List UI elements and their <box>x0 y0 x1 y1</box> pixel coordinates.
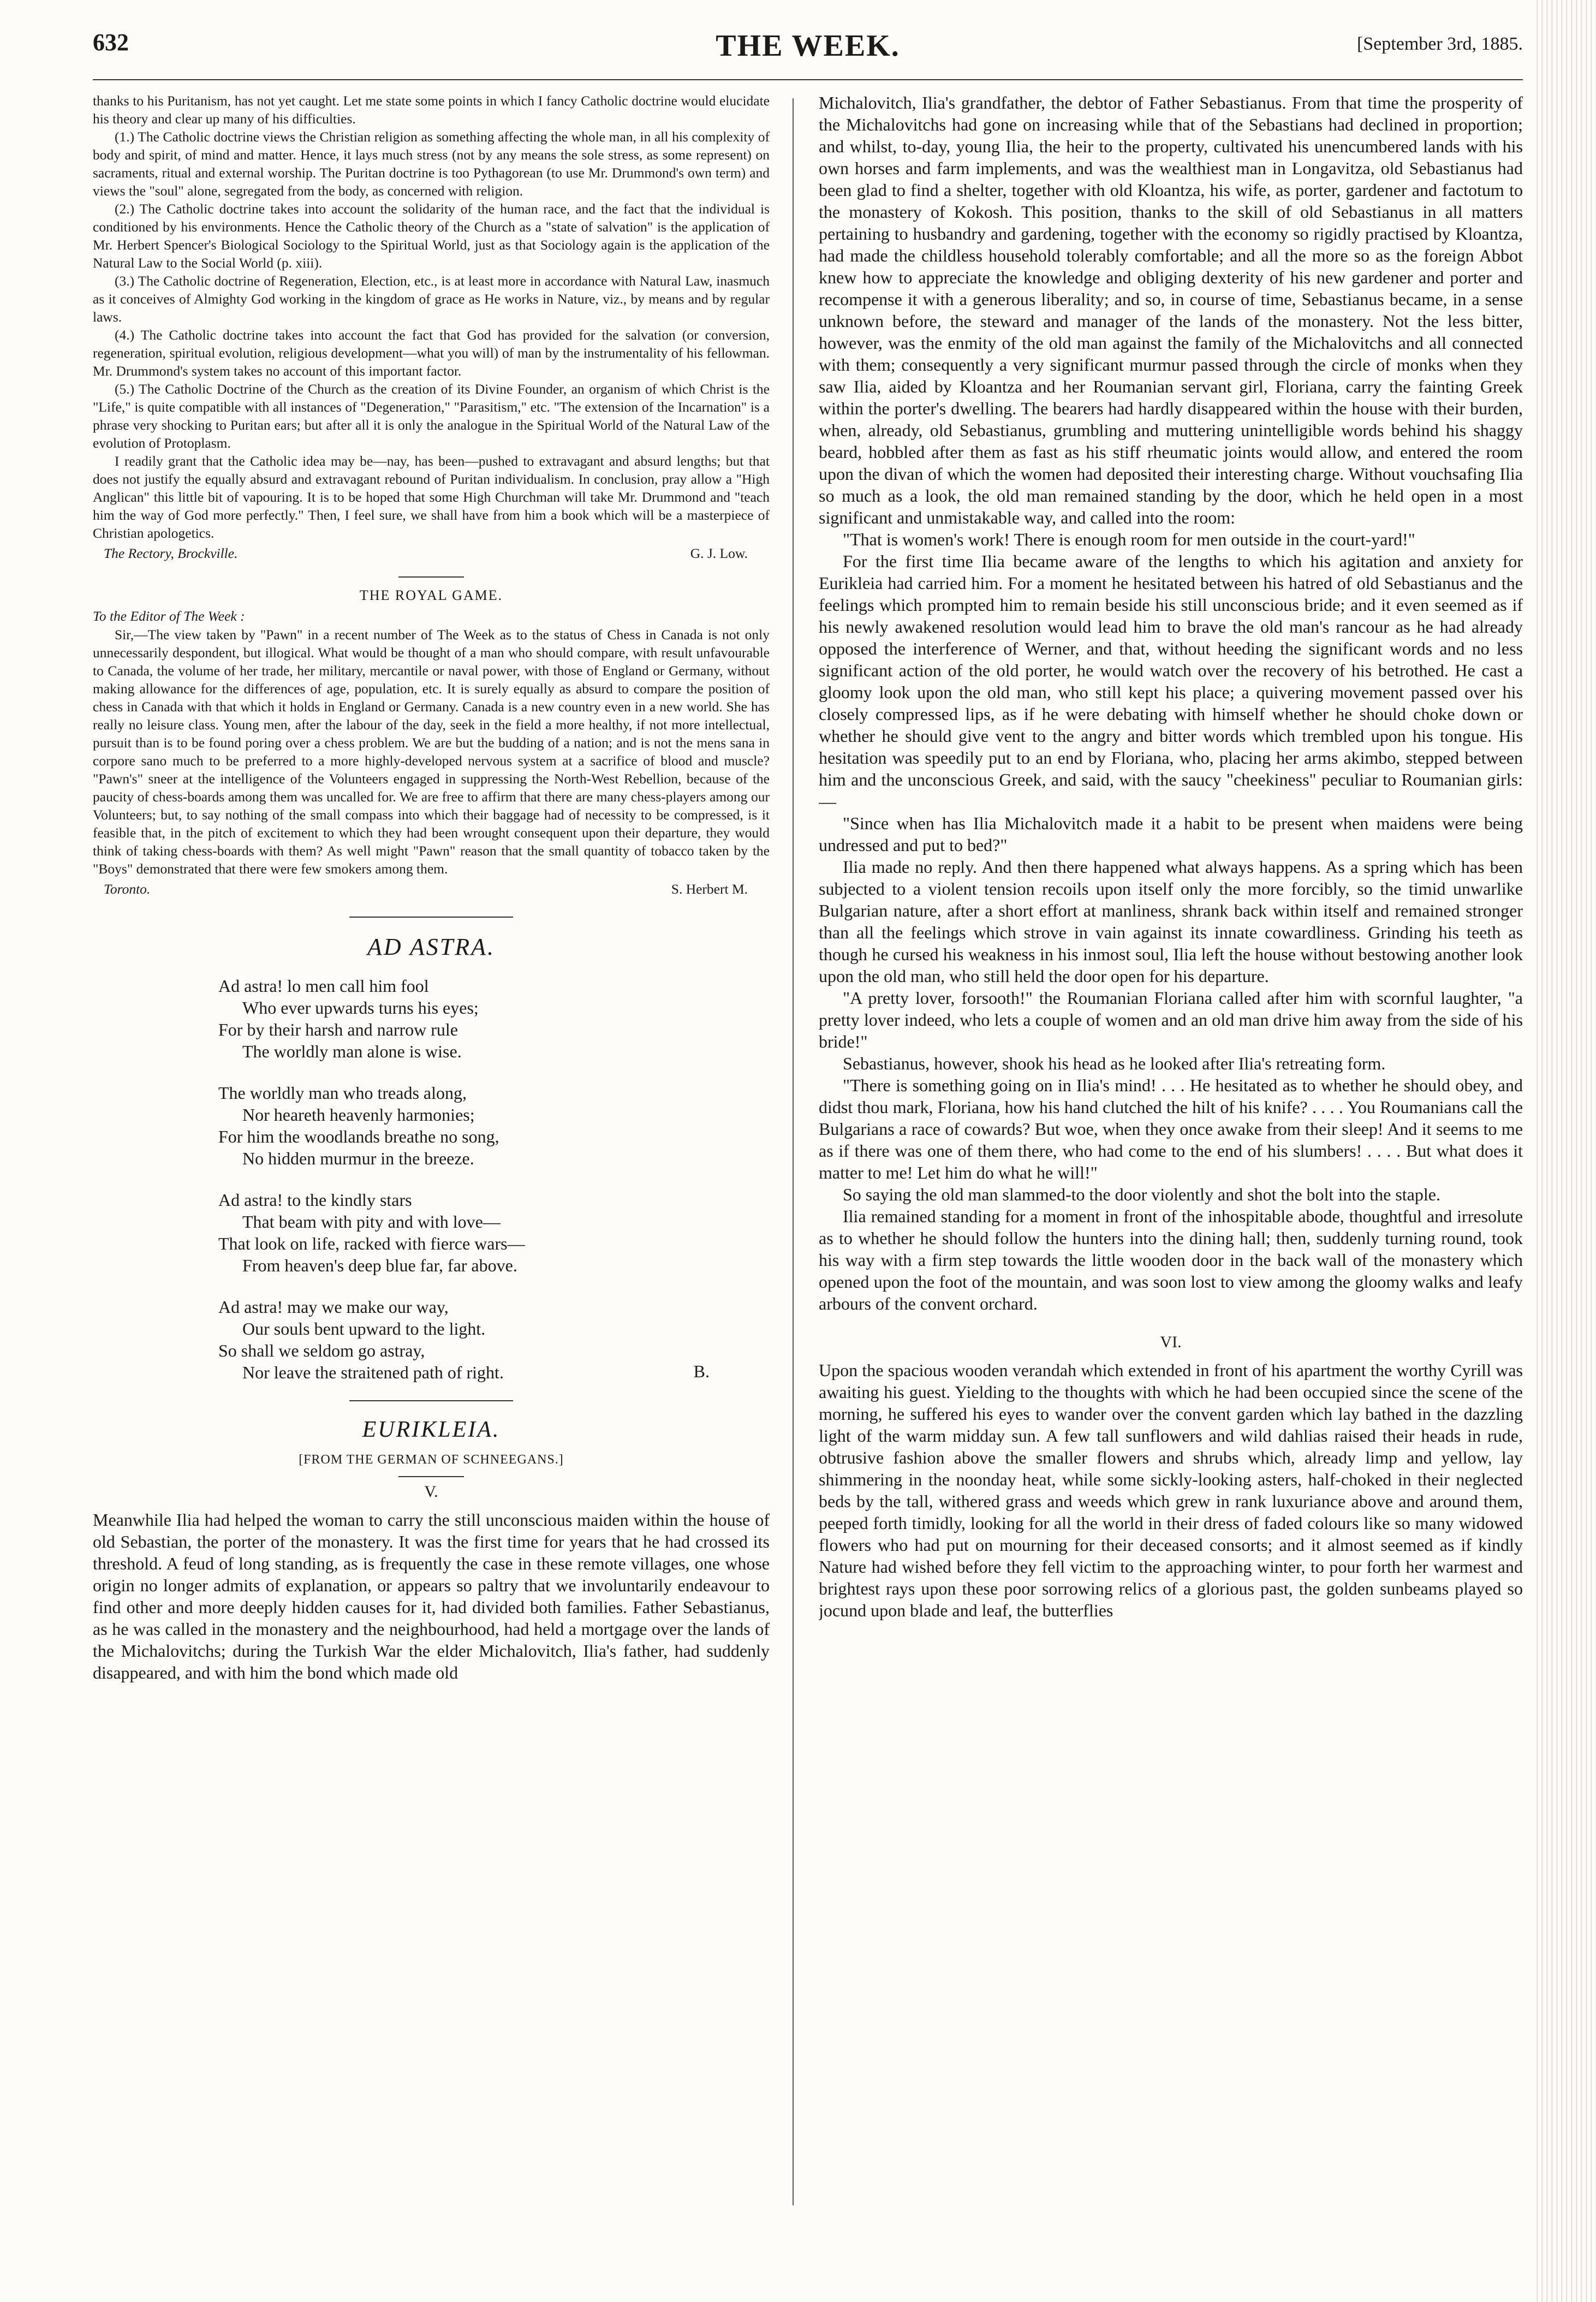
poem-line: For him the woodlands breathe no song, <box>218 1127 499 1146</box>
section-heading: THE ROYAL GAME. <box>359 587 503 603</box>
paragraph: "A pretty lover, forsooth!" the Roumanian Floriana called after him with scornful laughter, "a pretty lover indeed, who lets a couple of women and an old man drive him away from the side of his bride!" <box>819 988 1523 1051</box>
paragraph: (4.) The Catholic doctrine takes into account the fact that God has provided for the salvation (or conversion, regeneration, spiritual evolution, religious development—what you will) of man by the instrumentality of his fellowman. Mr. Drummond's system takes no account of this important factor. <box>93 327 770 379</box>
story-source: [FROM THE GERMAN OF SCHNEEGANS.] <box>299 1453 564 1467</box>
poem-line: Who ever upwards turns his eyes; <box>242 998 479 1018</box>
paragraph: Sir,—The view taken by "Pawn" in a recent number of The Week as to the status of Chess in Canada is not only unnecessarily despondent, but illogical. What would be thought of a man who should compare, with result unfavourable to Canada, the volume of her trade, her military, mercantile or naval power, with those of England or Germany, without making allowance for the differences of age, population, etc. It is surely equally as absurd to compare the position of chess in Canada with that which it holds in England or Germany. Canada is a new country even in a new world. She has really no leisure class. Young men, after the labour of the day, seek in the field a more healthy, if not more intellectual, pursuit than is to be found poring over a chess problem. We are but the budding of a nation; and is not the mens sana in corpore sano much to be preferred to a more highly-developed nervous system at a sacrifice of blood and muscle? "Pawn's" sneer at the intelligence of the Volunteers engaged in suppressing the North-West Rebellion, because of the paucity of chess-boards among them was uncalled for. We are free to affirm that there are many chess-players among our Volunteers; but, to say nothing of the small compass into which their baggage had of necessity to be compressed, is it feasible that, in the pitch of excitement to which they had been wrought consequent upon their departure, they would think of taking chess-boards with them? As well might "Pawn" reason that the small quantity of tobacco taken by the "Boys" demonstrated that there were few smokers among them. <box>93 627 770 877</box>
poem-ad-astra <box>93 933 770 1382</box>
letter-place: The Rectory, Brockville. <box>104 545 238 561</box>
right-column <box>819 92 1523 2232</box>
poem-line: Ad astra! to the kindly stars <box>218 1190 412 1210</box>
letter-signature: G. J. Low. <box>690 545 748 561</box>
paragraph: Ilia made no reply. And then there happened what always happens. As a spring which has been subjected to a violent tension recoils upon itself only the more forcibly, so the timid unwarlike Bulgarian nature, after a short effort at manliness, shrank back within itself and remained stronger than all the feelings which strove in vain against its innate cowardliness. Grinding his teeth as though he cursed his weakness in his inmost soul, Ilia left the house without bestowing another look upon the old man, who still held the door open for his departure. <box>819 857 1523 986</box>
poem-line: That beam with pity and with love— <box>242 1212 501 1232</box>
paragraph: (1.) The Catholic doctrine views the Christian religion as something affecting the whole man, in all his complexity of body and spirit, of mind and matter. Hence, it lays much stress (not by any means the sole stress, as some represent) on sacraments, ritual and external worship. The Puritan doctrine is too Pythagorean (to use Mr. Drummond's own term) and views the "soul" alone, segregated from the body, as concerned with religion. <box>93 129 770 199</box>
left-column <box>93 92 770 2221</box>
paragraph: So saying the old man slammed-to the door violently and shot the bolt into the staple. <box>843 1185 1440 1204</box>
paragraph: Ilia remained standing for a moment in front of the inhospitable abode, thoughtful and irresolute as to whether he should follow the hunters into the dining hall; then, suddenly turning round, took his way with a firm step towards the little wooden door in the back wall of the monastery which opened upon the foot of the mountain, and was soon lost to view among the gloomy walks and leafy arbours of the convent orchard. <box>819 1206 1523 1313</box>
paragraph: (3.) The Catholic doctrine of Regeneration, Election, etc., is at least more in accordance with Natural Law, inasmuch as it conceives of Almighty God working in the kingdom of grace as He works in Nature, viz., by means and by regular laws. <box>93 273 770 325</box>
page-header <box>93 28 1523 72</box>
poem-stanza <box>218 1082 770 1169</box>
section-rule <box>349 917 513 918</box>
paragraph: (5.) The Catholic Doctrine of the Church as the creation of its Divine Founder, an organism of which Christ is the "Life," is quite compatible with all instances of "Degeneration," "Parasitism," etc. "The extension of the Incarnation" is a phrase very shocking to Puritan ears; but after all it is only the analogue in the Spiritual World of the Natural Law of the evolution of Protoplasm. <box>93 381 770 451</box>
paragraph: "Since when has Ilia Michalovitch made it a habit to be present when maidens were being undressed and put to bed?" <box>819 813 1523 855</box>
paragraph: thanks to his Puritanism, has not yet caught. Let me state some points in which I fancy Catholic doctrine would elucidate his theory and clear up many of his difficulties. <box>93 93 770 127</box>
letter-place: Toronto. <box>104 881 151 897</box>
letter-signature-block <box>93 880 770 898</box>
poem-line: Ad astra! may we make our way, <box>218 1297 449 1317</box>
poem-line: Nor leave the straitened path of right. <box>242 1363 504 1382</box>
paragraph: Meanwhile Ilia had helped the woman to carry the still unconscious maiden within the house of old Sebastian, the porter of the monastery. It was the first time for years that he had crossed its threshold. A feud of long standing, as is frequently the case in these remote villages, one whose origin no longer admits of explanation, or appears so paltry that we involuntarily endeavour to find other and more deeply hidden causes for it, had divided both families. Father Sebastianus, as he was called in the monastery and the neighbourhood, had held a mortgage over the lands of the Michalovitchs; during the Turkish War the elder Michalovitch, Ilia's father, had suddenly disappeared, and with him the bond which made old <box>93 1510 770 1682</box>
section-rule <box>398 576 464 578</box>
poem-title: AD ASTRA. <box>367 933 495 960</box>
paragraph: For the first time Ilia became aware of the lengths to which his agitation and anxiety for Eurikleia had carried him. For a moment he hesitated between his hatred of old Sebastianus and the feelings which prompted him to remain beside his still unconscious bride; and it even seemed as if his newly awakened resolution would lead him to brave the old man's rancour as he had already opposed the interference of Werner, and that, without heeding the significant words and no less significant action of the old porter, he would watch over the recovery of his betrothed. He cast a gloomy look upon the old man, who still kept his place; a quivering movement passed over his closely compressed lips, as if he were debating with himself whether he should choke down or whether he should give vent to the angry and bitter words which trembled upon his tongue. His hesitation was speedily put to an end by Floriana, who, placing her arms akimbo, stepped between him and the unconscious Greek, and said, with the saucy "cheekiness" peculiar to Roumanian girls:— <box>819 551 1523 811</box>
poem-line: So shall we seldom go astray, <box>218 1341 425 1360</box>
paragraph: I readily grant that the Catholic idea may be—nay, has been—pushed to extravagant and absurd lengths; but that does not justify the equally absurd and extravagant rebound of Puritan individualism. In conclusion, pray allow a "High Anglican" this little bit of vapouring. It is to be hoped that some High Churchman will take Mr. Drummond and "teach him the way of God more perfectly." Then, I feel sure, we shall have from him a book which will be a masterpiece of Christian apologetics. <box>93 453 770 541</box>
poem-line: From heaven's deep blue far, far above. <box>242 1256 517 1275</box>
story-title: EURIKLEIA. <box>362 1417 501 1442</box>
column-divider <box>793 98 794 2205</box>
section-rule <box>349 1400 513 1401</box>
paragraph: "There is something going on in Ilia's mind! . . . He hesitated as to whether he should obey, and didst thou mark, Floriana, how his hand clutched the hilt of his knife? . . . . You Roumanians call the Bulgarians a race of cowards? But woe, when they once awake from their sleep! And it seems to me as if there was one of them there, who had come to the end of his slumbers! . . . . But what does it matter to me! Let him do what he will!" <box>819 1075 1523 1182</box>
chapter-heading: VI. <box>1160 1333 1182 1351</box>
paragraph: (2.) The Catholic doctrine takes into account the solidarity of the human race, and the fact that the individual is conditioned by his environments. Hence the Catholic theory of the Church as a "state of salvation" is the application of Mr. Herbert Spencer's Biological Sociology to the Spiritual World, just as that Sociology again is the application of the Natural Law to the Social World (p. xiii). <box>93 201 770 271</box>
masthead-title: THE WEEK. <box>716 29 900 63</box>
paragraph: Michalovitch, Ilia's grandfather, the debtor of Father Sebastianus. From that time the prosperity of the Michalovitchs had gone on increasing while that of the Sebastians had declined in proportion; and whilst, to-day, young Ilia, the heir to the property, cultivated his unencumbered lands with his own horses and farm implements, and was the wealthiest man in Longavitza, old Sebastianus had been glad to find a shelter, together with old Kloantza, his wife, as porter, gardener and factotum to the monastery of Kokosh. This position, thanks to the skill of old Sebastianus in all matters pertaining to husbandry and gardening, together with the economy so rigidly practised by Kloantza, had made the childless household tolerably comfortable; and all the more so as the foreign Abbot knew how to appreciate the knowledge and obliging dexterity of his new gardener and porter and recompense it with a generous liberality; and so, in course of time, Sebastianus became, in a sense unknown before, the steward and manager of the lands of the monastery. Not the less bitter, however, was the enmity of the old man against the family of the Michalovitchs and all connected with them; consequently a very significant murmur passed through the circle of monks when they saw Ilia, aided by Kloantza and her Roumanian servant girl, Floriana, carry the fainting Greek within the porter's dwelling. The bearers had hardly disappeared within the house with their burden, when, already, old Sebastianus, grumbling and muttering unintelligible words behind his shaggy beard, hobbled after them as fast as his stiff rheumatic joints would allow, and entered the room upon the divan of which the women had deposited their interesting charge. Without vouchsafing Ilia so much as a look, the old man remained standing by the door, which he held open in a most significant and unmistakable way, and called into the room: <box>819 93 1523 527</box>
story-eurikleia <box>93 1417 770 1684</box>
letter-signature: S. Herbert M. <box>671 881 748 897</box>
poem-line: For by their harsh and narrow rule <box>218 1020 458 1039</box>
paragraph: "That is women's work! There is enough room for men outside in the court-yard!" <box>843 530 1415 549</box>
section-rule <box>398 1476 464 1477</box>
chapter-heading: V. <box>424 1483 438 1501</box>
poem-line: The worldly man alone is wise. <box>242 1042 462 1061</box>
page-number: 632 <box>93 29 129 56</box>
paragraph: Sebastianus, however, shook his head as he looked after Ilia's retreating form. <box>843 1054 1386 1073</box>
poem-stanza <box>218 975 770 1062</box>
paragraph: Upon the spacious wooden verandah which extended in front of his apartment the worthy Cyrill was awaiting his guest. Yielding to the thoughts with which he had been occupied since the scene of the morning, he suffered his eyes to wander over the convent garden which lay bathed in the dazzling light of the warm midday sun. A few tall sunflowers and wild dahlias raised their heads in rude, obtrusive fashion above the smaller flowers and shrubs which, already limp and yellow, lay shimmering in the noonday heat, while some sickly-looking asters, half-choked in their neglected beds by the tall, withered grass and weeds which grew in rank luxuriance above and around them, peeped forth timidly, looking for all the world in their dress of faded colours like so many widowed flowers who had put on mourning for their deceased consorts; and it almost seemed as if kindly Nature had wished before they fell victim to the approaching winter, to pour forth her warmest and brightest rays upon these poor sorrowing relics of a glorious past, the golden sunbeams played so jocund upon blade and leaf, the butterflies <box>819 1360 1523 1620</box>
poem-line: That look on life, racked with fierce wars— <box>218 1234 525 1253</box>
page-binding-edge <box>1533 0 1596 2302</box>
poem-line: No hidden murmur in the breeze. <box>242 1149 474 1168</box>
letter-drummond <box>93 92 770 562</box>
poem-signature: B. <box>693 1361 710 1381</box>
poem-line: Our souls bent upward to the light. <box>242 1319 486 1339</box>
poem-line: Nor heareth heavenly harmonies; <box>242 1105 475 1125</box>
header-rule <box>93 79 1523 80</box>
to-editor-line: To the Editor of The Week : <box>93 608 245 624</box>
issue-date: [September 3rd, 1885. <box>1356 34 1523 54</box>
letter-signature-block <box>93 544 770 562</box>
poem-line: Ad astra! lo men call him fool <box>218 976 429 996</box>
poem-line: The worldly man who treads along, <box>218 1083 467 1103</box>
letter-royal-game <box>93 587 770 898</box>
poem-stanza <box>218 1189 770 1276</box>
